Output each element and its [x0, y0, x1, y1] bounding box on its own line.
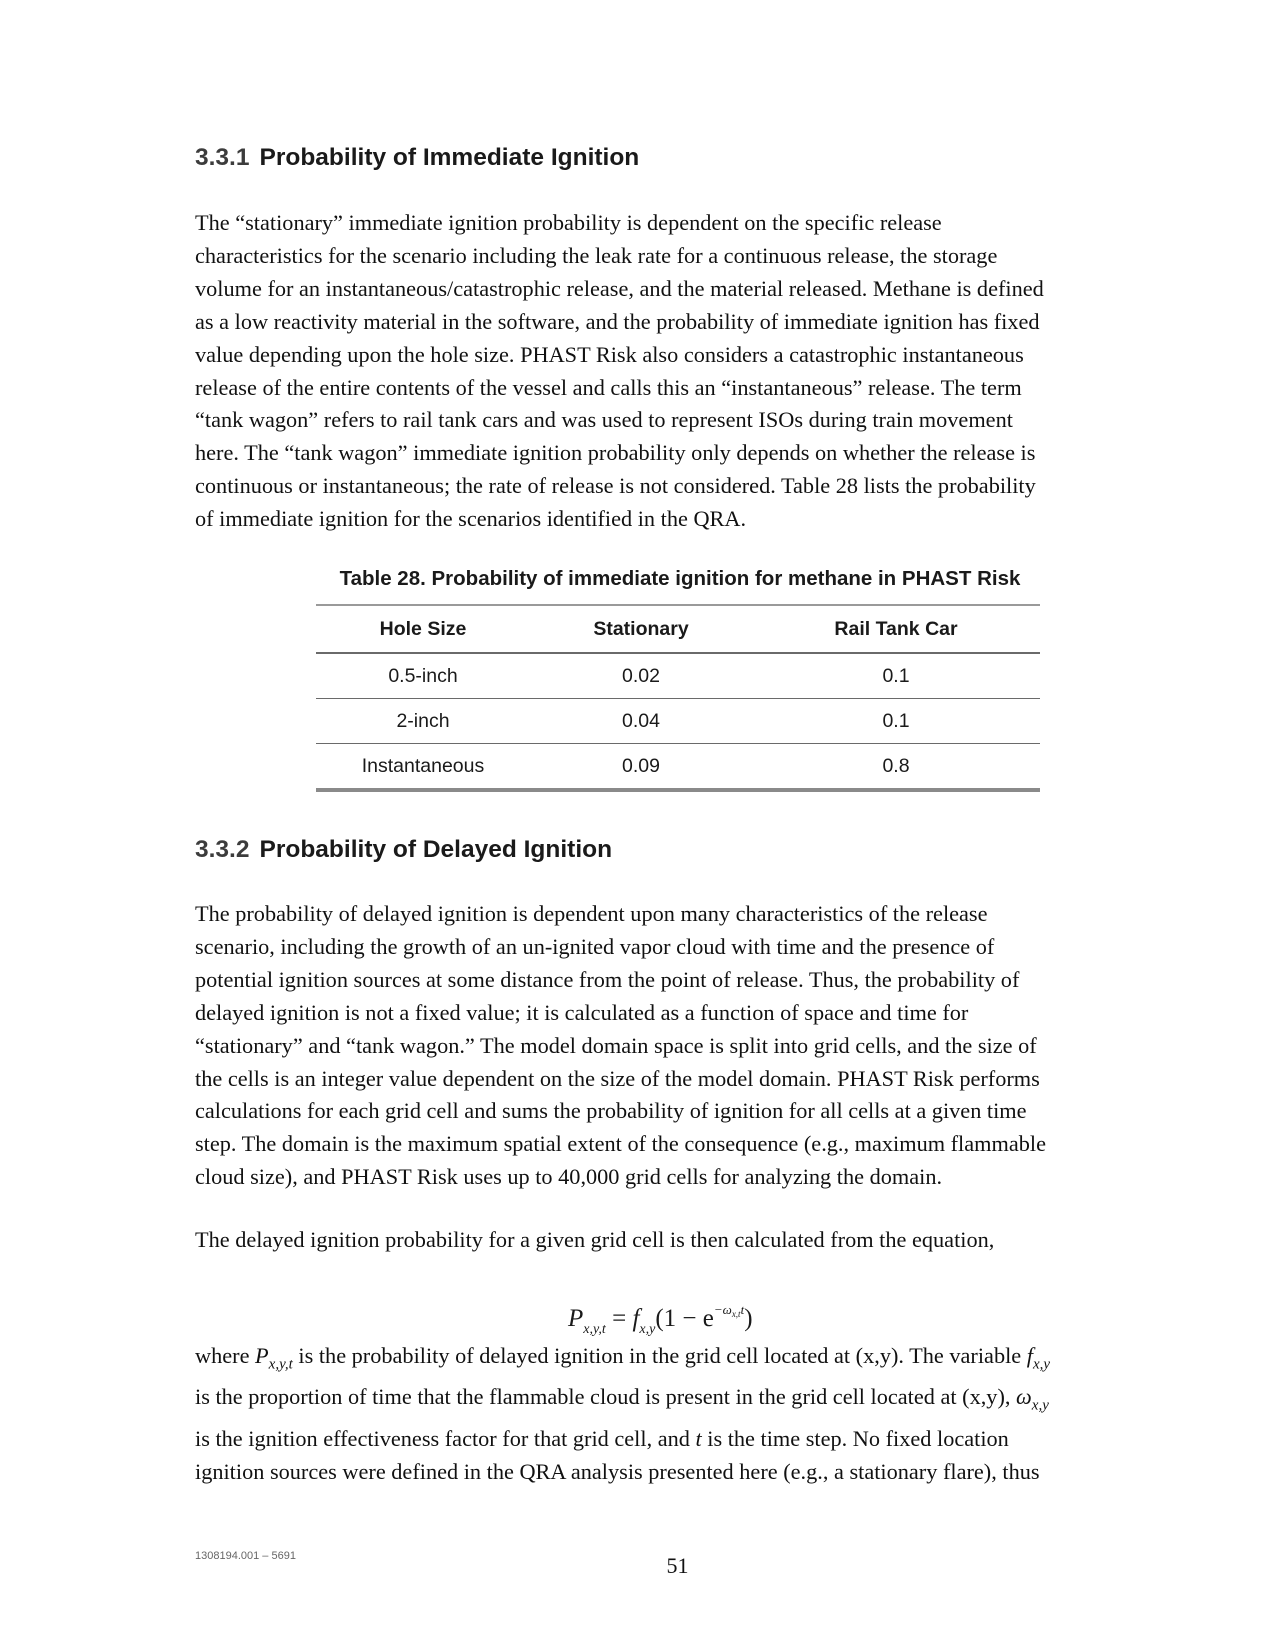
variable-p-subscript: x,y,t [268, 1356, 293, 1373]
table-cell: 0.1 [752, 699, 1040, 744]
paragraph-line: characteristics for the scenario including the leak rate for a continuous release, the storage [195, 242, 998, 268]
table-cell: 0.02 [530, 653, 752, 699]
paragraph-line [195, 1340, 1155, 1381]
paragraph-line: as a low reactivity material in the software, and the probability of immediate ignition has fixed [195, 308, 1040, 334]
equation-p: P [568, 1305, 584, 1332]
equation-intro-paragraph [195, 1224, 1155, 1257]
table-header-row [316, 605, 1040, 653]
text-run: where [195, 1343, 256, 1368]
equation-open: (1 − e [655, 1305, 714, 1332]
equation-exponent-subscript: x,t [731, 1309, 741, 1319]
delayed-ignition-equation [568, 1302, 753, 1338]
paragraph-line: the cells is an integer value dependent on the size of the model domain. PHAST Risk performs [195, 1065, 1040, 1091]
table-row [316, 699, 1040, 744]
section-heading-3-3-2 [195, 836, 612, 864]
document-id: 1308194.001 – 5691 [195, 1550, 296, 1562]
table-row [316, 653, 1040, 699]
equation-exponent-t: t [740, 1302, 745, 1317]
paragraph-line: ignition sources were defined in the QRA analysis presented here (e.g., a stationary flare), thus [195, 1458, 1040, 1484]
table-cell: 0.8 [882, 754, 910, 777]
table-cell: 0.1 [752, 653, 1040, 699]
table-cell: Instantaneous [361, 754, 485, 777]
text-run: is the ignition effectiveness factor for that grid cell, and [195, 1425, 696, 1451]
section-heading-3-3-1 [195, 144, 639, 172]
ignition-probability-table [316, 604, 1040, 792]
paragraph-line: delayed ignition is not a fixed value; it is calculated as a function of space and time for [195, 999, 969, 1025]
variable-omega-subscript: x,y [1031, 1397, 1049, 1414]
column-header-hole-size: Hole Size [316, 605, 530, 653]
equation-p-subscript: x,y,t [583, 1322, 606, 1337]
paragraph-line: “tank wagon” refers to rail tank cars and was used to represent ISOs during train movement [195, 407, 1013, 433]
paragraph-line: volume for an instantaneous/catastrophic release, and the material released. Methane is defined [195, 275, 1044, 301]
table-cell: 0.09 [622, 754, 660, 777]
equation-exponent-omega: −ω [713, 1302, 732, 1317]
paragraph-line: continuous or instantaneous; the rate of release is not considered. Table 28 lists the probability [195, 473, 1036, 499]
column-header-stationary: Stationary [530, 605, 752, 653]
variable-f-subscript: x,y [1032, 1356, 1051, 1373]
column-header-rail-tank-car: Rail Tank Car [752, 605, 1040, 653]
text-run: is the proportion of time that the flammable cloud is present in the grid cell located at (x,y), [195, 1384, 1017, 1410]
delayed-ignition-paragraph [195, 898, 1155, 1194]
section-number: 3.3.2 [195, 836, 250, 863]
paragraph-line: step. The domain is the maximum spatial extent of the consequence (e.g., maximum flammable [195, 1131, 1046, 1157]
paragraph-line: scenario, including the growth of an un-ignited vapor cloud with time and the presence of [195, 933, 995, 959]
paragraph-line: “stationary” and “tank wagon.” The model domain space is split into grid cells, and the size of [195, 1032, 1037, 1058]
paragraph-line: calculations for each grid cell and sums the probability of ignition for all cells at a given time [195, 1098, 1027, 1124]
variable-p: P [255, 1343, 269, 1368]
section-title: Probability of Delayed Ignition [259, 836, 613, 863]
paragraph-line: value depending upon the hole size. PHAST Risk also considers a catastrophic instantaneous [195, 341, 1024, 367]
table-row [316, 744, 1040, 791]
equation-f: f [632, 1305, 640, 1332]
text-run: is the time step. No fixed location [701, 1425, 1009, 1451]
section-title: Probability of Immediate Ignition [259, 144, 640, 171]
paragraph-line: here. The “tank wagon” immediate ignition probability only depends on whether the release is [195, 440, 1036, 466]
immediate-ignition-paragraph [195, 207, 1155, 536]
equation-exponent [714, 1302, 744, 1317]
table-caption: Table 28. Probability of immediate ignition for methane in PHAST Risk [339, 567, 1021, 590]
paragraph-line: of immediate ignition for the scenarios identified in the QRA. [195, 506, 747, 532]
equation-close: ) [744, 1305, 753, 1332]
page-number: 51 [666, 1553, 689, 1578]
paragraph-line: The “stationary” immediate ignition probability is dependent on the specific release [195, 210, 942, 235]
table-cell: 0.04 [530, 699, 752, 744]
variable-f: f [1026, 1343, 1033, 1368]
variable-omega: ω [1016, 1384, 1032, 1410]
paragraph-line: The probability of delayed ignition is dependent upon many characteristics of the release [195, 901, 988, 926]
variable-definitions-paragraph [195, 1340, 1155, 1489]
equation-f-subscript: x,y [639, 1322, 656, 1337]
paragraph-line [195, 1423, 1155, 1456]
table-cell: 2-inch [316, 699, 530, 744]
text-run: is the probability of delayed ignition in the grid cell located at (x,y). The variable [292, 1343, 1027, 1368]
paragraph-line: The delayed ignition probability for a given grid cell is then calculated from the equation, [195, 1227, 995, 1252]
section-number: 3.3.1 [195, 144, 250, 171]
paragraph-line [195, 1381, 1155, 1422]
table-cell: 0.5-inch [316, 653, 530, 699]
paragraph-line: release of the entire contents of the vessel and calls this an “instantaneous” release. The term [195, 374, 1022, 400]
equation-equals: = [612, 1305, 627, 1332]
paragraph-line: cloud size), and PHAST Risk uses up to 40,000 grid cells for analyzing the domain. [195, 1164, 943, 1190]
paragraph-line: potential ignition sources at some distance from the point of release. Thus, the probability of [195, 966, 1020, 992]
variable-t: t [695, 1425, 702, 1451]
